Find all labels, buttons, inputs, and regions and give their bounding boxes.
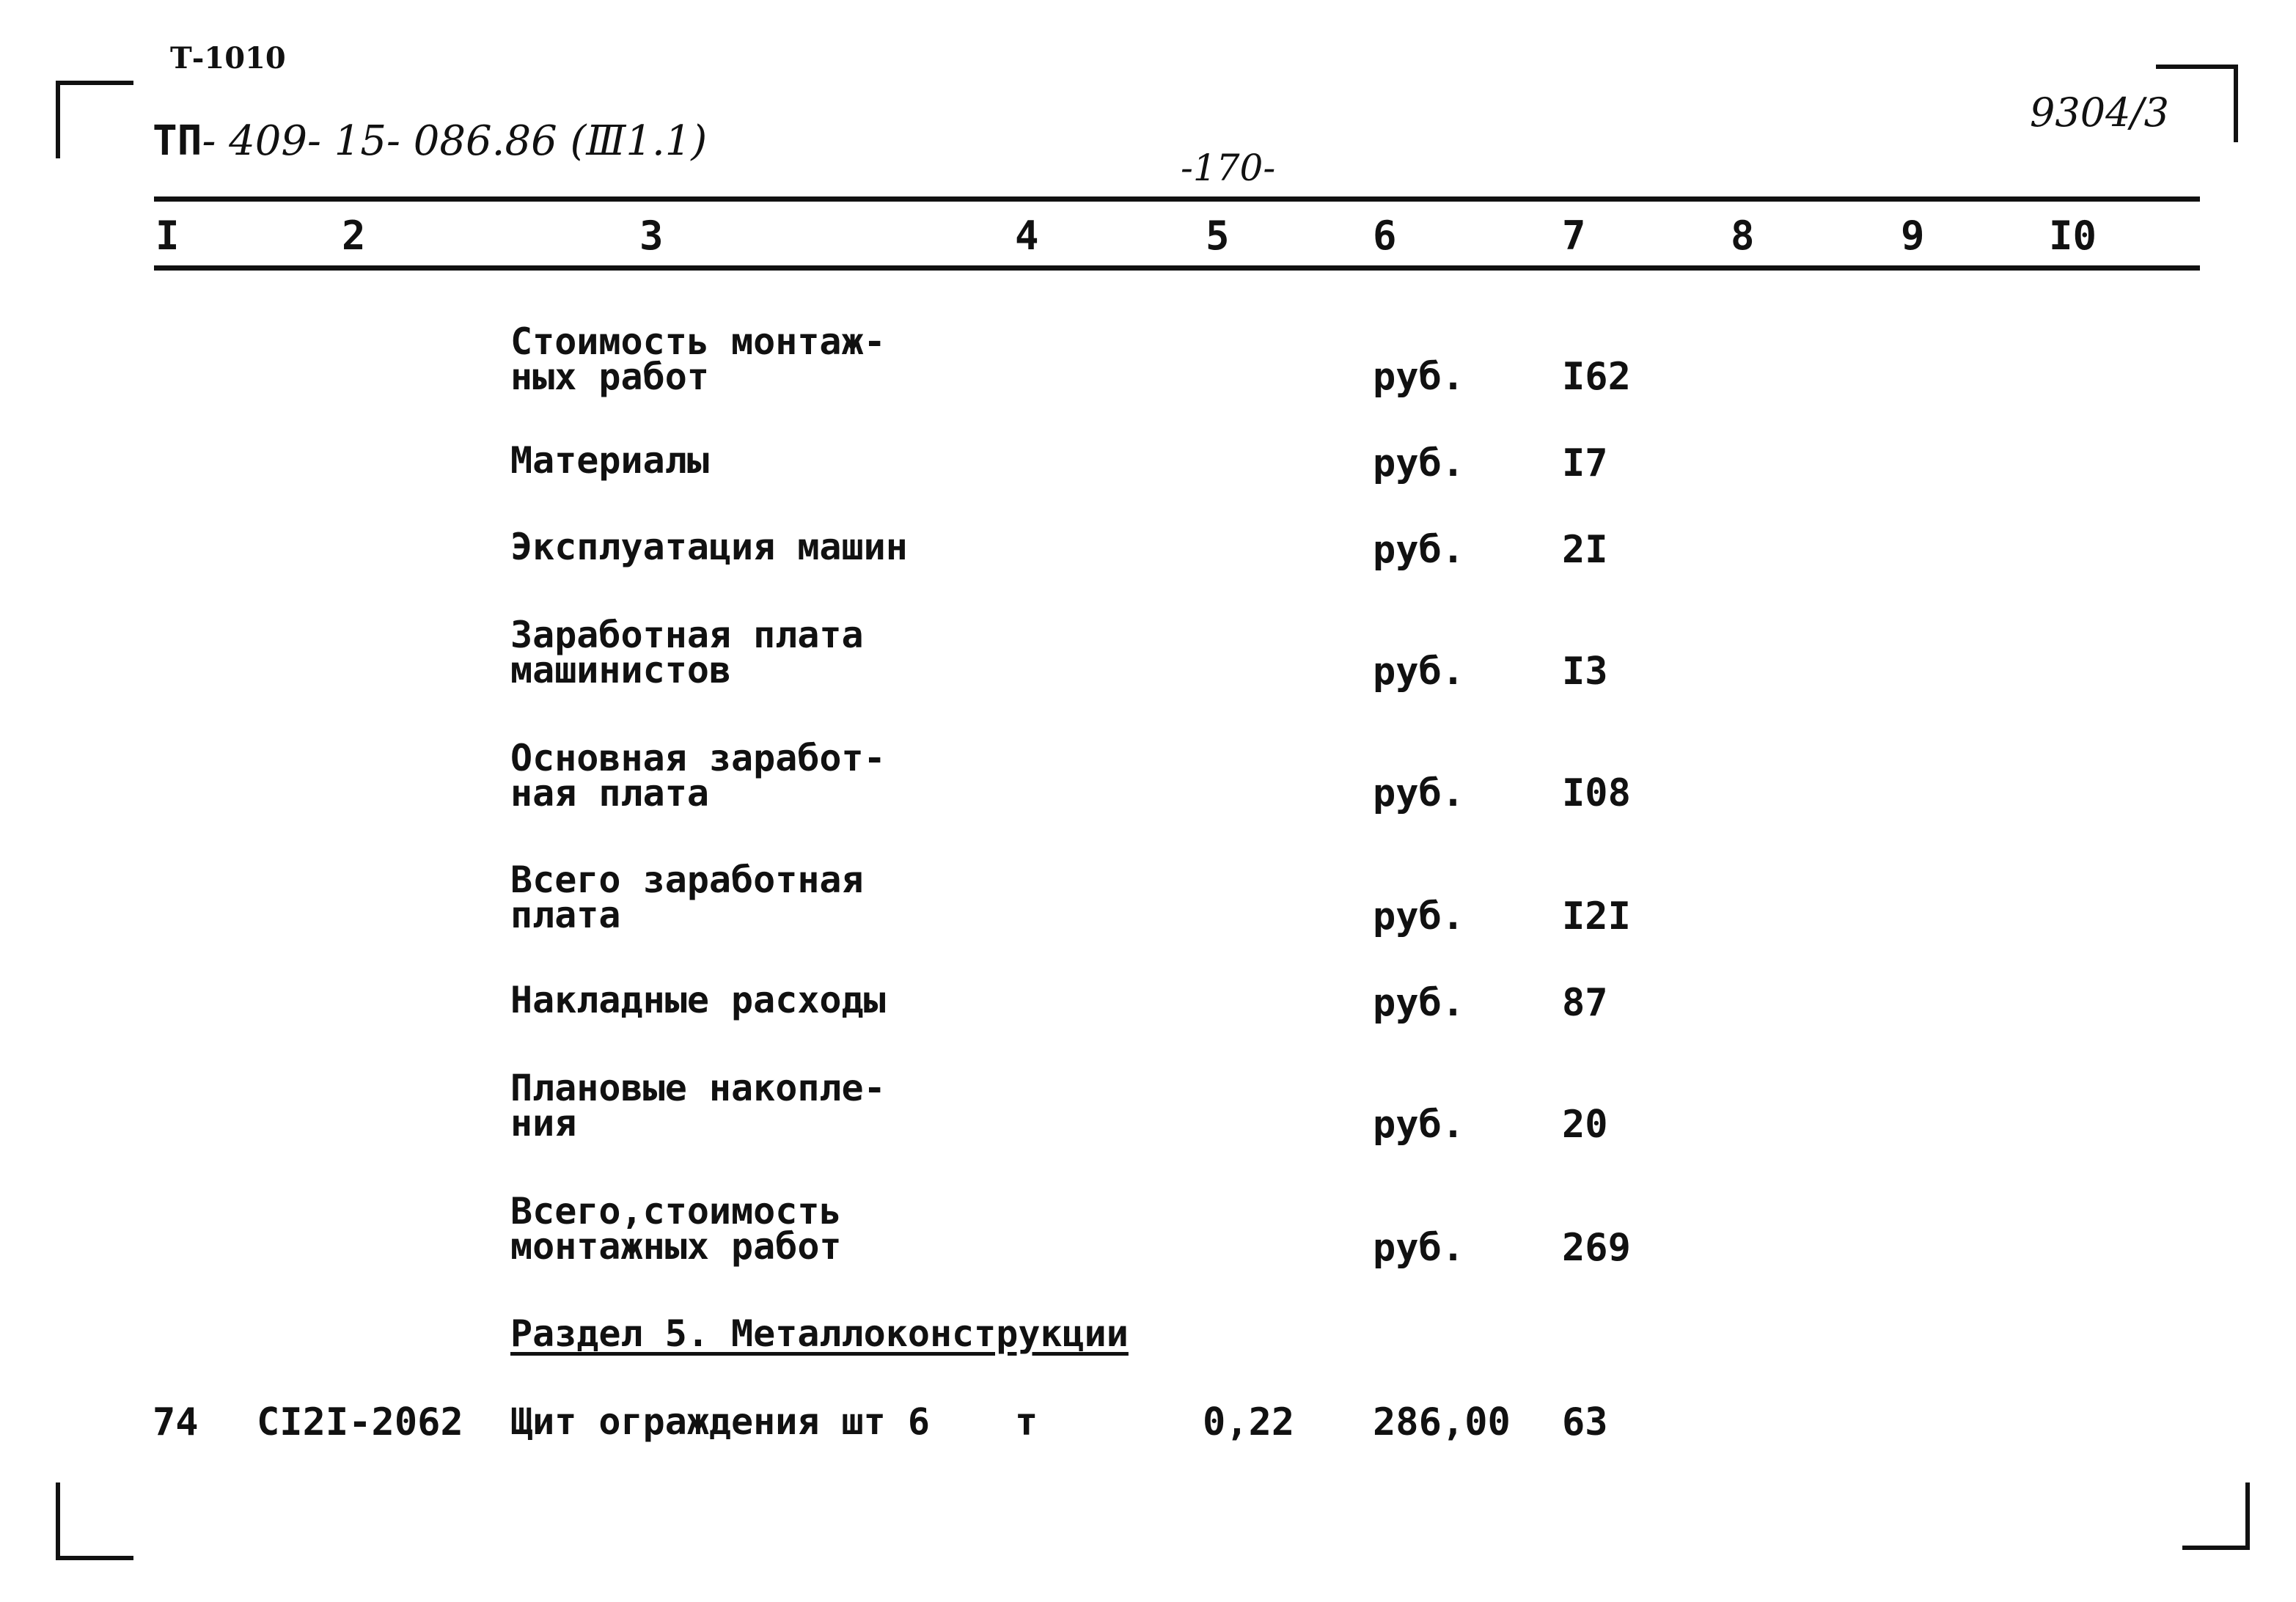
cost-row-desc-line: ния xyxy=(510,1102,577,1144)
column-header-10: I0 xyxy=(2049,213,2097,259)
frame-corner-bottom-right xyxy=(2182,1482,2250,1550)
item-code: CI2I-2062 xyxy=(257,1400,463,1444)
cost-row-desc xyxy=(510,1067,886,1144)
cost-row-desc xyxy=(510,1190,842,1268)
item-number: 74 xyxy=(153,1400,199,1444)
cost-row-value: I3 xyxy=(1562,650,1608,694)
cost-row-desc xyxy=(510,526,908,568)
cost-row-desc-line: ных работ xyxy=(510,356,709,398)
cost-row-desc-line: Основная заработ- xyxy=(510,737,886,779)
section-heading: Раздел 5. Металлоконструкции xyxy=(510,1312,1129,1355)
cost-row-desc xyxy=(510,737,886,815)
cost-row-unit: руб. xyxy=(1373,528,1465,572)
column-header-6: 6 xyxy=(1373,213,1397,259)
column-header-9: 9 xyxy=(1901,213,1925,259)
item-total: 63 xyxy=(1562,1400,1608,1444)
cost-row-desc xyxy=(510,859,864,936)
cost-row-value: I62 xyxy=(1562,355,1631,399)
column-header-4: 4 xyxy=(1015,213,1039,259)
column-header-7: 7 xyxy=(1562,213,1586,259)
column-header-8: 8 xyxy=(1731,213,1755,259)
cost-row-desc xyxy=(510,439,709,482)
project-number xyxy=(153,117,707,165)
cost-row-desc-line: плата xyxy=(510,894,621,936)
item-price: 286,00 xyxy=(1373,1400,1511,1444)
cost-row-value: 87 xyxy=(1562,981,1608,1025)
project-printed: ТП xyxy=(153,117,202,165)
cost-row-value: 269 xyxy=(1562,1226,1631,1270)
cost-row-unit: руб. xyxy=(1373,355,1465,399)
column-header-2: 2 xyxy=(342,213,366,259)
cost-row-unit: руб. xyxy=(1373,771,1465,815)
page-number: -170- xyxy=(1181,147,1276,189)
cost-row-desc-line: машинистов xyxy=(510,649,732,691)
column-header-1: I xyxy=(155,213,180,259)
item-quantity: 0,22 xyxy=(1203,1400,1295,1444)
cost-row-desc-line: монтажных работ xyxy=(510,1225,842,1268)
cost-row-value: 20 xyxy=(1562,1103,1608,1147)
cost-row-desc-line: Заработная плата xyxy=(510,614,864,656)
frame-corner-bottom-left xyxy=(56,1482,133,1560)
frame-corner-top-left xyxy=(56,81,133,158)
cost-row-desc-line: Плановые накопле- xyxy=(510,1067,886,1109)
cost-row-value: 2I xyxy=(1562,528,1608,572)
cost-row-desc-line: ная плата xyxy=(510,772,709,815)
cost-row-unit: руб. xyxy=(1373,1103,1465,1147)
cost-row-desc-line: Материалы xyxy=(510,439,709,482)
cost-row-unit: руб. xyxy=(1373,650,1465,694)
column-header-3: 3 xyxy=(639,213,664,259)
cost-row-unit: руб. xyxy=(1373,894,1465,938)
cost-row-unit: руб. xyxy=(1373,1226,1465,1270)
cost-row-desc xyxy=(510,979,886,1021)
cost-row-unit: руб. xyxy=(1373,441,1465,485)
header-rule-top xyxy=(154,196,2200,202)
project-handwritten: - 409- 15- 086.86 (Ⅲ1.1) xyxy=(202,117,708,165)
cost-row-desc-line: Накладные расходы xyxy=(510,979,886,1021)
cost-row-desc xyxy=(510,614,864,691)
cost-row-desc-line: Эксплуатация машин xyxy=(510,526,908,568)
item-name: Щит ограждения шт 6 xyxy=(510,1400,930,1443)
cost-row-desc-line: Всего заработная xyxy=(510,859,864,901)
cost-row-value: I08 xyxy=(1562,771,1631,815)
cost-row-value: I7 xyxy=(1562,441,1608,485)
cost-row-desc-line: Всего,стоимость xyxy=(510,1190,842,1232)
header-rule-bottom xyxy=(154,265,2200,271)
cost-row-unit: руб. xyxy=(1373,981,1465,1025)
cost-row-desc-line: Стоимость монтаж- xyxy=(510,320,886,363)
archive-number: 9304/3 xyxy=(2030,89,2169,136)
document-code: Т-1010 xyxy=(170,41,286,76)
column-header-5: 5 xyxy=(1206,213,1230,259)
item-unit: т xyxy=(1015,1400,1038,1444)
cost-row-value: I2I xyxy=(1562,894,1631,938)
cost-row-desc xyxy=(510,320,886,398)
